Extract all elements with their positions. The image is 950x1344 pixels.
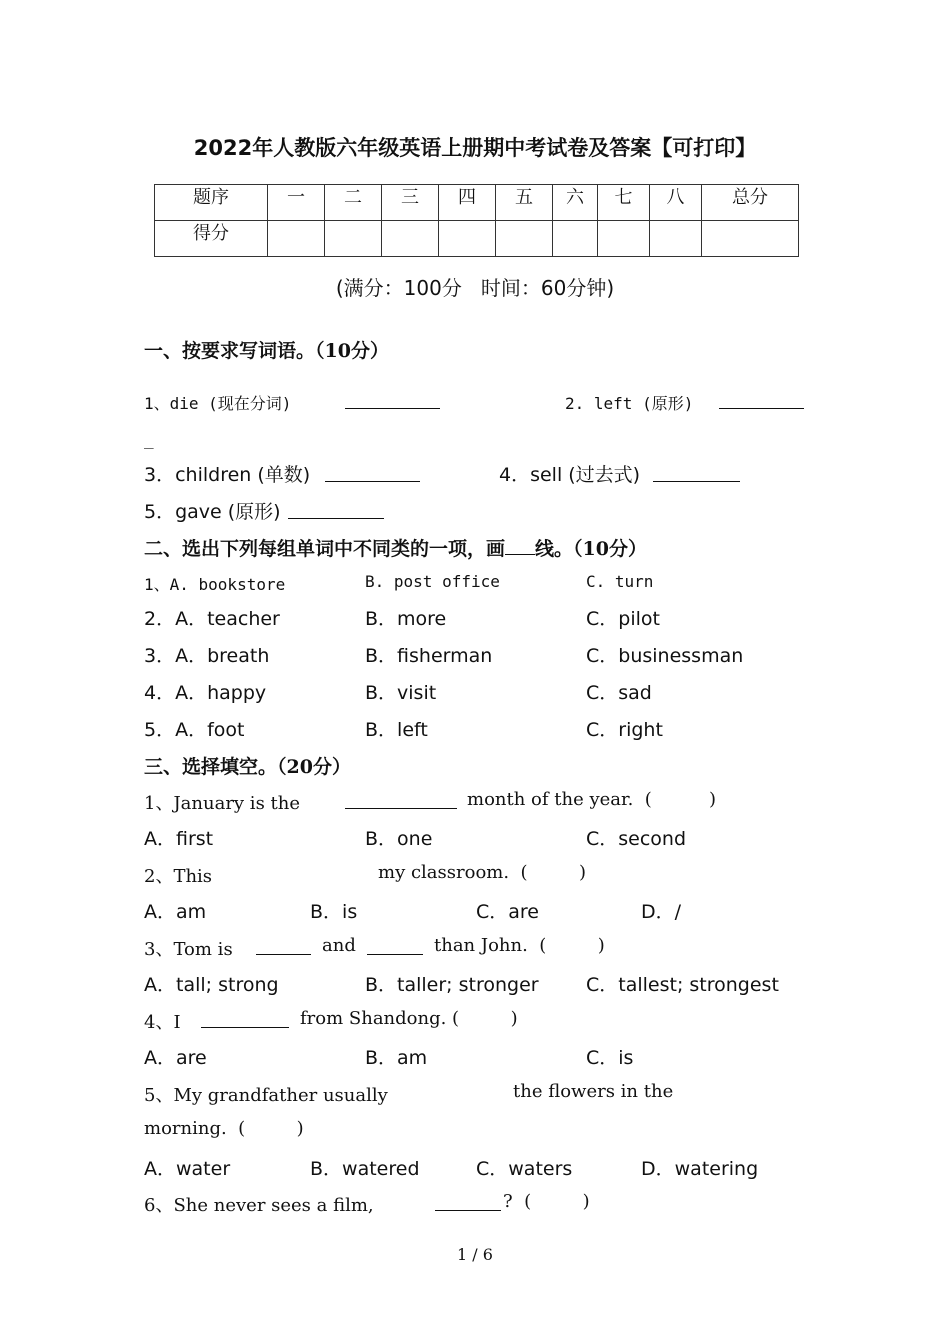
section-3-heading: 三、选择填空。（20分） xyxy=(144,756,351,778)
option-row-1-c[interactable]: C. turn xyxy=(586,572,654,591)
answer-blank[interactable] xyxy=(288,502,384,519)
page-number: 1 / 6 xyxy=(457,1245,493,1264)
answer-blank[interactable] xyxy=(345,392,440,409)
option-3-5-c[interactable]: C．waters xyxy=(476,1158,573,1180)
answer-blank[interactable] xyxy=(345,792,457,809)
score-cell[interactable] xyxy=(268,221,325,257)
question-1-4: 4．sell (过去式) xyxy=(499,464,641,486)
answer-blank[interactable] xyxy=(325,465,420,482)
option-row-3-b[interactable]: B．fisherman xyxy=(365,645,493,667)
section-2-heading-b: 线。（10分） xyxy=(535,538,647,560)
question-3-1-tail: month of the year. ( ) xyxy=(467,789,717,810)
option-3-5-b[interactable]: B．watered xyxy=(310,1158,420,1180)
score-cell[interactable] xyxy=(702,221,799,257)
answer-blank[interactable] xyxy=(719,392,804,409)
score-cell[interactable] xyxy=(553,221,598,257)
option-row-5-b[interactable]: B．left xyxy=(365,719,428,741)
option-row-1-b[interactable]: B. post office xyxy=(365,572,500,591)
page-title: 2022年人教版六年级英语上册期中考试卷及答案【可打印】 xyxy=(193,136,757,160)
question-3-1: 1、January is the xyxy=(144,793,301,814)
table-cell: 八 xyxy=(650,185,702,221)
table-cell: 得分 xyxy=(155,221,268,257)
option-3-3-b[interactable]: B．taller; stronger xyxy=(365,974,539,996)
score-cell[interactable] xyxy=(650,221,702,257)
table-cell: 六 xyxy=(553,185,598,221)
option-3-4-a[interactable]: A．are xyxy=(144,1047,207,1069)
option-3-3-c[interactable]: C．tallest; strongest xyxy=(586,974,779,996)
question-3-5: 5、My grandfather usually xyxy=(144,1085,388,1106)
option-row-5-a[interactable]: 5．A．foot xyxy=(144,719,245,741)
answer-blank[interactable] xyxy=(256,938,311,955)
table-cell: 七 xyxy=(598,185,650,221)
score-cell[interactable] xyxy=(439,221,496,257)
question-3-3-tail: than John. ( ) xyxy=(434,935,605,956)
score-cell[interactable] xyxy=(382,221,439,257)
table-cell: 四 xyxy=(439,185,496,221)
question-3-6-tail: ? ( ) xyxy=(503,1191,590,1212)
question-3-6: 6、She never sees a film, xyxy=(144,1195,374,1216)
underline-mark xyxy=(505,540,535,555)
option-3-1-a[interactable]: A．first xyxy=(144,828,214,850)
answer-blank[interactable] xyxy=(201,1011,289,1028)
question-1-2: 2. left (原形) xyxy=(565,394,694,413)
score-cell[interactable] xyxy=(598,221,650,257)
table-cell: 总分 xyxy=(702,185,799,221)
section-2-heading-a: 二、选出下列每组单词中不同类的一项，画 xyxy=(144,538,506,560)
score-cell[interactable] xyxy=(496,221,553,257)
section-1-heading: 一、按要求写词语。（10分） xyxy=(144,340,389,362)
option-row-5-c[interactable]: C．right xyxy=(586,719,663,741)
option-3-2-d[interactable]: D．/ xyxy=(641,901,682,923)
answer-blank[interactable] xyxy=(367,938,423,955)
answer-blank[interactable] xyxy=(435,1194,501,1211)
option-row-2-b[interactable]: B．more xyxy=(365,608,447,630)
option-row-4-c[interactable]: C．sad xyxy=(586,682,652,704)
score-table xyxy=(154,184,799,257)
table-cell: 题序 xyxy=(155,185,268,221)
exam-info: (满分：100分 时间：60分钟) xyxy=(335,276,615,300)
question-1-1: 1、die (现在分词) xyxy=(144,394,292,413)
option-row-1-a[interactable]: 1、A. bookstore xyxy=(144,575,286,594)
option-row-2-a[interactable]: 2．A．teacher xyxy=(144,608,280,630)
option-row-3-a[interactable]: 3．A．breath xyxy=(144,645,270,667)
option-row-4-a[interactable]: 4．A．happy xyxy=(144,682,267,704)
question-3-5-line2: morning. ( ) xyxy=(144,1118,304,1139)
option-3-2-a[interactable]: A．am xyxy=(144,901,207,923)
option-3-2-c[interactable]: C．are xyxy=(476,901,539,923)
question-3-4-tail: from Shandong. ( ) xyxy=(300,1008,518,1029)
question-1-2-trail: _ xyxy=(144,430,154,449)
option-3-2-b[interactable]: B．is xyxy=(310,901,358,923)
answer-blank[interactable] xyxy=(653,465,740,482)
score-cell[interactable] xyxy=(325,221,382,257)
option-3-4-b[interactable]: B．am xyxy=(365,1047,428,1069)
table-cell: 二 xyxy=(325,185,382,221)
table-cell: 三 xyxy=(382,185,439,221)
question-1-5: 5．gave (原形) xyxy=(144,501,281,523)
question-3-2-tail: my classroom. ( ) xyxy=(378,862,587,883)
option-row-2-c[interactable]: C．pilot xyxy=(586,608,660,630)
question-3-3-mid: and xyxy=(322,935,356,956)
table-cell: 一 xyxy=(268,185,325,221)
option-row-3-c[interactable]: C．businessman xyxy=(586,645,744,667)
option-3-4-c[interactable]: C．is xyxy=(586,1047,634,1069)
table-cell: 五 xyxy=(496,185,553,221)
question-1-3: 3．children (单数) xyxy=(144,464,311,486)
question-3-3: 3、Tom is xyxy=(144,939,233,960)
option-3-1-b[interactable]: B．one xyxy=(365,828,433,850)
option-3-3-a[interactable]: A．tall; strong xyxy=(144,974,279,996)
option-row-4-b[interactable]: B．visit xyxy=(365,682,437,704)
option-3-5-a[interactable]: A．water xyxy=(144,1158,231,1180)
question-3-4: 4、I xyxy=(144,1012,181,1033)
section-2-heading xyxy=(144,534,647,561)
score-table-score-row xyxy=(155,221,799,257)
score-table-header-row xyxy=(155,185,799,221)
option-3-5-d[interactable]: D．watering xyxy=(641,1158,759,1180)
option-3-1-c[interactable]: C．second xyxy=(586,828,687,850)
question-3-2: 2、This xyxy=(144,866,213,887)
question-3-5-tail: the flowers in the xyxy=(513,1081,674,1102)
